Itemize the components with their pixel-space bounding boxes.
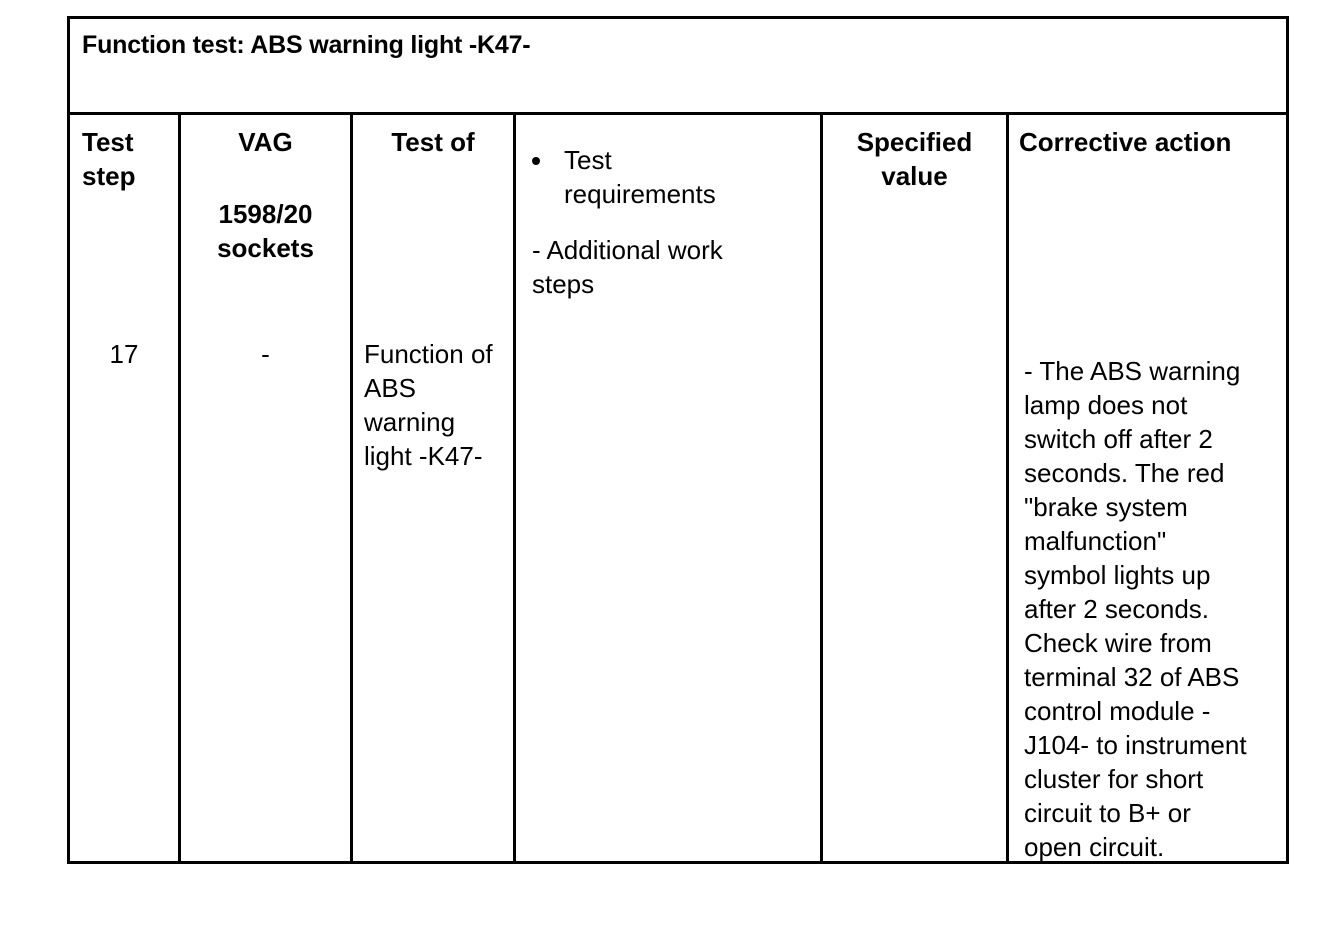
column-divider xyxy=(1006,115,1009,861)
column-divider xyxy=(513,115,516,861)
cell-vag-socket: - xyxy=(261,339,270,369)
cell-test-step: 17 xyxy=(109,339,139,369)
header-specified-value: Specified value xyxy=(856,127,973,191)
header-corrective-action: Corrective action xyxy=(1019,127,1232,157)
header-vag: VAG xyxy=(238,127,293,157)
function-test-table xyxy=(67,16,1289,864)
cell-test-of: Function of ABS warning light -K47- xyxy=(364,339,493,471)
column-divider xyxy=(820,115,823,861)
table-title: Function test: ABS warning light -K47- xyxy=(82,31,531,59)
header-additional-steps: - Additional work steps xyxy=(532,235,723,299)
header-requirements-list xyxy=(516,143,716,211)
table-title-row xyxy=(70,19,1286,115)
list-item: Test requirements xyxy=(516,143,716,211)
header-vag-sockets: 1598/20 sockets xyxy=(217,199,314,263)
header-test-step: Test step xyxy=(82,127,136,191)
cell-corrective-action: - The ABS warning lamp does not switch off after 2 seconds. The red "brake system malfunction" symbol lights up after 2 seconds. Check wire from terminal 32 of ABS control module - J104- to instrument cluster for short circuit to B+ or open circuit. xyxy=(1024,356,1247,862)
column-divider xyxy=(350,115,353,861)
header-test-of: Test of xyxy=(391,127,475,157)
bullet-icon xyxy=(532,157,540,165)
